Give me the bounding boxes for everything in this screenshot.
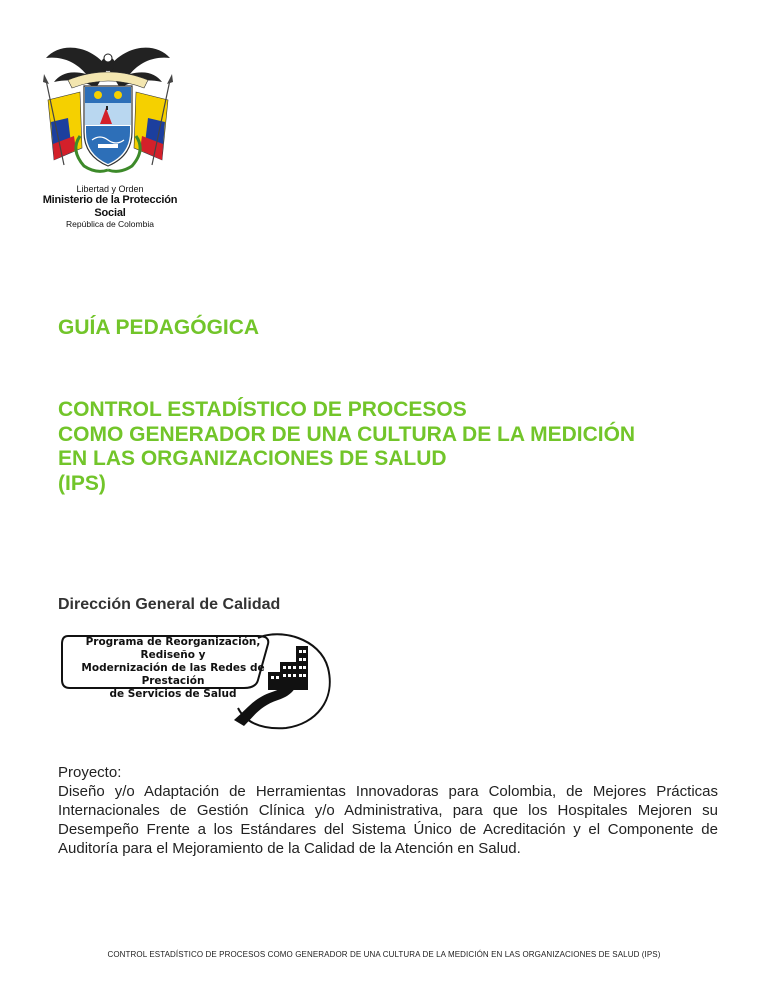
project-text: Diseño y/o Adaptación de Herramientas Innovadoras para Colombia, de Mejores Prácticas Internacionales de Gestión Clínica y/o Administrativa, para que los Hospitales Mejoren su Desempeño Frente a los Estándares del Sistema Único de Acreditación y el Componente de Auditoría para el Mejoramiento de la Calidad de la Atención en Salud. (58, 783, 718, 857)
title-line: EN LAS ORGANIZACIONES DE SALUD (58, 447, 447, 470)
ministry-country: República de Colombia (66, 218, 154, 229)
coat-of-arms-logo (40, 40, 176, 180)
ministry-name: Ministerio de la Protección Social (42, 194, 178, 219)
document-title (58, 398, 635, 496)
guide-subtitle: GUÍA PEDAGÓGICA (58, 316, 260, 339)
title-line: COMO GENERADOR DE UNA CULTURA DE LA MEDICIÓN (58, 422, 636, 446)
project-label: Proyecto: (58, 764, 122, 781)
program-line: Modernización de las Redes de Prestación (81, 662, 265, 687)
page-footer: CONTROL ESTADÍSTICO DE PROCESOS COMO GENERADOR DE UNA CULTURA DE LA MEDICIÓN EN LAS ORGANIZACIONES DE SALUD (IPS) (107, 950, 661, 959)
direction-heading: Dirección General de Calidad (58, 596, 281, 613)
project-description (58, 763, 718, 858)
title-line: (IPS) (58, 471, 106, 495)
ministry-wordmark (40, 184, 180, 229)
program-line: Programa de Reorganización, Rediseño y (85, 636, 261, 661)
ministry-motto: Libertad y Orden (76, 184, 144, 194)
title-line: CONTROL ESTADÍSTICO DE PROCESOS (58, 398, 467, 421)
program-name (58, 636, 288, 701)
program-line: de Servicios de Salud (109, 688, 237, 700)
